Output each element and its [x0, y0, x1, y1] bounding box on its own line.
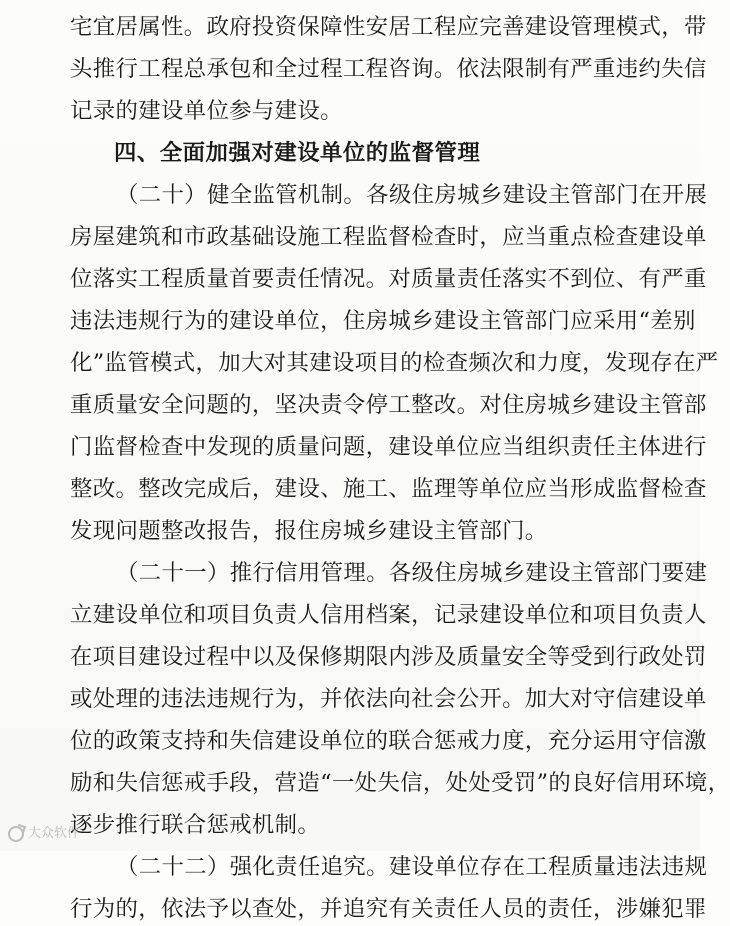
document-line-3: 记录的建设单位参与建设。 [70, 98, 343, 124]
document-line-22: 行为的，依法予以查处，并追究有关责任人员的责任，涉嫌犯罪 [70, 896, 707, 922]
document-line-10: 重质量安全问题的，坚决责令停工整改。对住房城乡建设主管部 [70, 392, 707, 418]
document-line-20: 逐步推行联合惩戒机制。 [70, 812, 321, 838]
document-line-8: 违法违规行为的建设单位，住房城乡建设主管部门应采用“差别 [70, 308, 696, 334]
document-line-19: 励和失信惩戒手段，营造“一处失信，处处受罚”的良好信用环境， [70, 770, 730, 796]
document-line-14: （二十一）推行信用管理。各级住房城乡建设主管部门要建 [116, 560, 708, 586]
document-line-12: 整改。整改完成后，建设、施工、监理等单位应当形成监督检查 [70, 476, 707, 502]
document-line-16: 在项目建设过程中以及保修期限内涉及质量安全等受到行政处罚 [70, 644, 707, 670]
document-line-13: 发现问题整改报告，报住房城乡建设主管部门。 [70, 518, 548, 544]
document-line-21: （二十二）强化责任追究。建设单位存在工程质量违法违规 [116, 854, 708, 880]
document-line-6: 房屋建筑和市政基础设施工程监督检查时，应当重点检查建设单 [70, 224, 707, 250]
watermark-icon [8, 826, 24, 842]
document-line-17: 或处理的违法违规行为，并依法向社会公开。加大对守信建设单 [70, 686, 707, 712]
document-line-1: 宅宜居属性。政府投资保障性安居工程应完善建设管理模式，带 [70, 14, 707, 40]
document-line-7: 位落实工程质量首要责任情况。对质量责任落实不到位、有严重 [70, 266, 707, 292]
document-line-9: 化”监管模式，加大对其建设项目的检查频次和力度，发现存在严 [70, 350, 719, 376]
document-line-15: 立建设单位和项目负责人信用档案，记录建设单位和项目负责人 [70, 602, 707, 628]
document-line-11: 门监督检查中发现的质量问题，建设单位应当组织责任主体进行 [70, 434, 707, 460]
watermark-label: 大众软件 [28, 826, 81, 841]
document-line-18: 位的政策支持和失信建设单位的联合惩戒力度，充分运用守信激 [70, 728, 707, 754]
document-line-5: （二十）健全监管机制。各级住房城乡建设主管部门在开展 [116, 182, 708, 208]
section-heading: 四、全面加强对建设单位的监督管理 [114, 140, 481, 166]
document-line-2: 头推行工程总承包和全过程工程咨询。依法限制有严重违约失信 [70, 56, 707, 82]
watermark [8, 822, 98, 846]
